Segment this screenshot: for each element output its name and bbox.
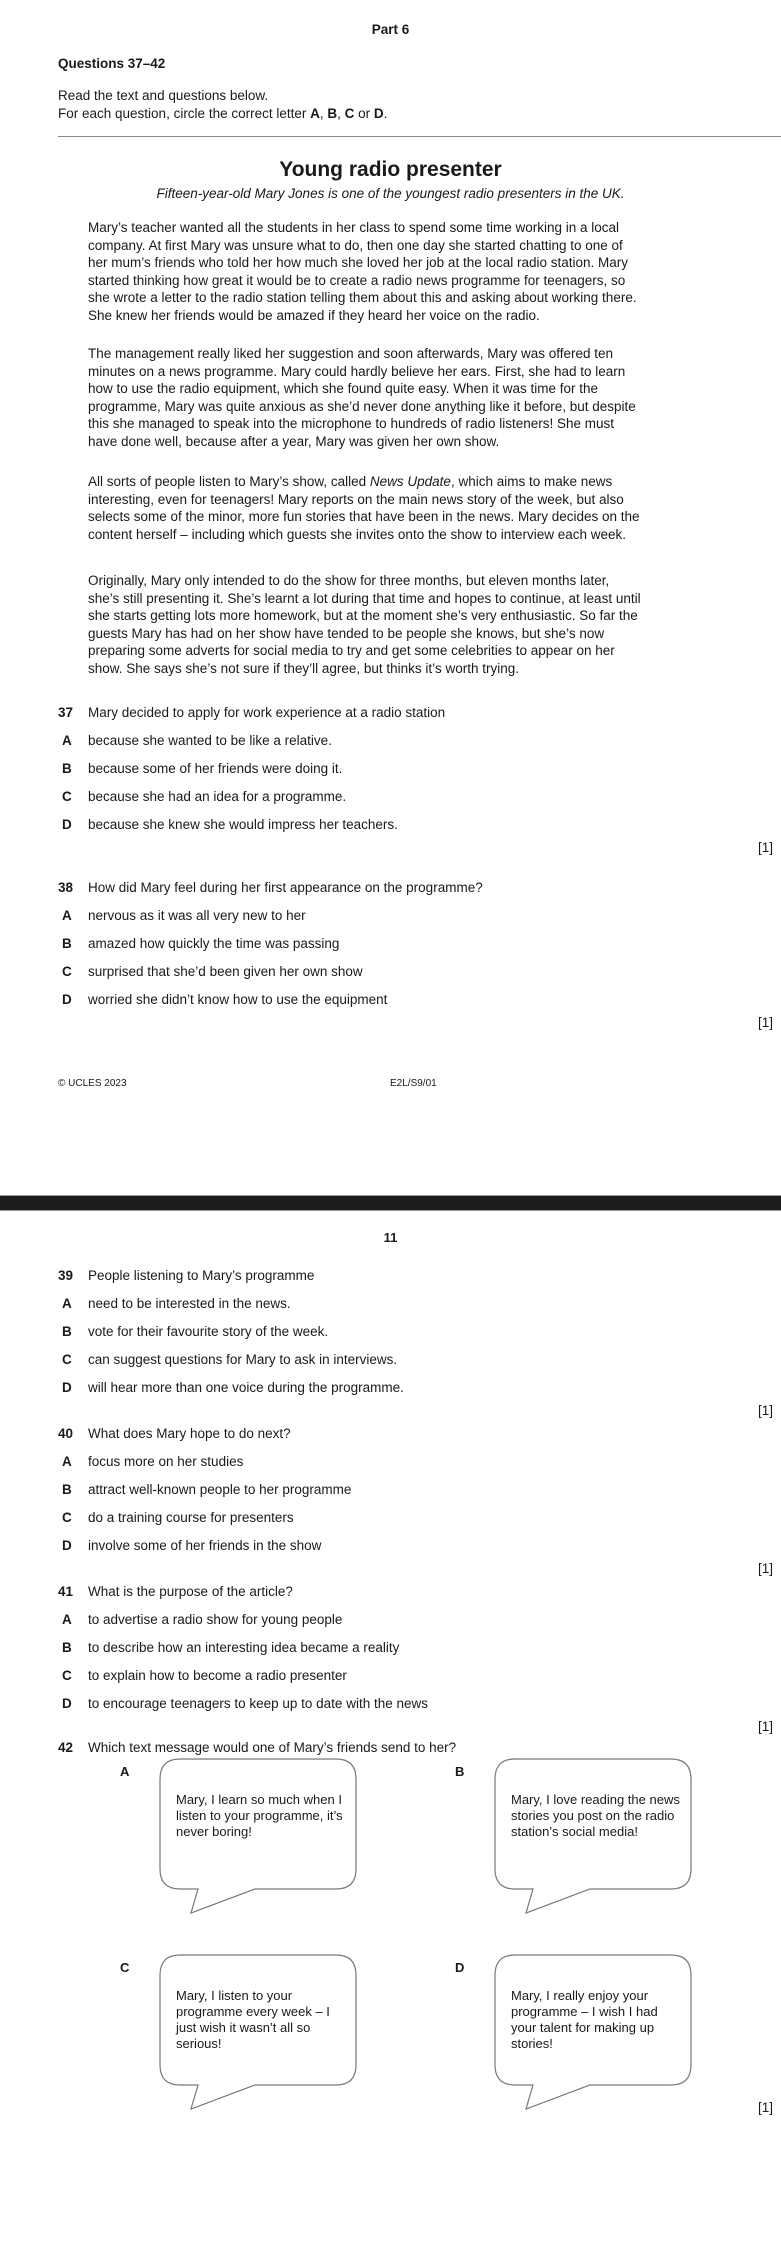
mark: [1]	[757, 1015, 773, 1030]
question-number: 37	[58, 705, 74, 720]
instruction-read: Read the text and questions below.	[58, 88, 269, 103]
option-letter-b[interactable]: B	[62, 1324, 72, 1339]
option-letter-b[interactable]: B	[62, 936, 72, 951]
message-text: Mary, I love reading the news stories you post on the radio station’s social media!	[511, 1792, 680, 1839]
option-letter-b[interactable]: B	[62, 1640, 72, 1655]
question-text: Which text message would one of Mary’s friends send to her?	[88, 1740, 457, 1755]
question-number: 39	[58, 1268, 74, 1283]
paragraph-line: company. At first Mary was unsure what to do, then one day she started chatting to one of	[88, 237, 623, 253]
option-letter-a[interactable]: A	[62, 1296, 72, 1311]
paragraph-line: selects some of the minor, more fun stories that have been in the news. Mary decides on the	[88, 509, 640, 525]
paragraph-line: programme, Mary was quite anxious as she’d never done anything like it before, but despite	[88, 398, 636, 414]
option-text: to advertise a radio show for young people	[88, 1612, 343, 1627]
question-number: 41	[58, 1584, 74, 1599]
question-number: 42	[58, 1740, 74, 1755]
sep: ,	[319, 106, 328, 121]
option-letter-d[interactable]: D	[62, 1538, 72, 1553]
speech-bubble	[493, 1758, 693, 1918]
option-text: because she had an idea for a programme.	[88, 789, 347, 804]
option-letter-d[interactable]: D	[62, 1696, 72, 1711]
mark: [1]	[757, 1403, 773, 1418]
option-letter-c[interactable]: C	[62, 964, 72, 979]
speech-bubble	[158, 1758, 358, 1918]
divider	[58, 136, 781, 137]
option-letter-b[interactable]: B	[62, 1482, 72, 1497]
message-letter-b[interactable]: B	[455, 1764, 465, 1779]
article-paragraph	[88, 219, 768, 325]
paragraph-line: She knew her friends would be amazed if they heard her voice on the radio.	[88, 307, 540, 323]
question-text: Mary decided to apply for work experience at a radio station	[88, 705, 446, 720]
option-letter-b[interactable]: B	[62, 761, 72, 776]
option-letter-a[interactable]: A	[62, 1612, 72, 1627]
paragraph-line: started thinking how great it would be to create a radio news programme for teenagers, so	[88, 272, 626, 288]
option-text: attract well-known people to her programme	[88, 1482, 352, 1497]
sep: ,	[337, 106, 345, 121]
question-text: How did Mary feel during her first appearance on the programme?	[88, 880, 483, 895]
option-text: do a training course for presenters	[88, 1510, 294, 1525]
option-letter-c[interactable]: C	[62, 1510, 72, 1525]
paragraph-line: this she managed to speak into the microphone to hundreds of radio listeners! She must	[88, 416, 615, 432]
option-text: because she knew she would impress her teachers.	[88, 817, 398, 832]
option-text: worried she didn’t know how to use the equipment	[88, 992, 388, 1007]
question-number: 38	[58, 880, 74, 895]
letter-b: B	[327, 106, 338, 121]
paragraph-line: Mary’s teacher wanted all the students in her class to spend some time working in a local	[88, 220, 620, 235]
option-letter-d[interactable]: D	[62, 817, 72, 832]
mark: [1]	[757, 1561, 773, 1576]
sep: or	[354, 106, 374, 121]
message-text: Mary, I learn so much when I listen to your programme, it’s never boring!	[176, 1792, 343, 1839]
message-text: Mary, I listen to your programme every week – I just wish it wasn’t all so serious!	[176, 1988, 330, 2051]
speech-bubble	[158, 1954, 358, 2114]
instruction-text: For each question, circle the correct letter	[58, 106, 311, 121]
paragraph-line: guests Mary has had on her show have tended to be people she knows, but she’s now	[88, 625, 605, 641]
option-text: to explain how to become a radio presenter	[88, 1668, 347, 1683]
paragraph-line: show. She says she’s not sure if they’ll agree, but thinks it’s worth trying.	[88, 660, 519, 676]
article-paragraph	[88, 345, 768, 451]
option-letter-c[interactable]: C	[62, 1668, 72, 1683]
article-title: Young radio presenter	[279, 158, 502, 181]
paragraph-line: have done well, because after a year, Mary was given her own show.	[88, 433, 500, 449]
letter-d: D	[373, 106, 384, 121]
show-name: News Update	[369, 474, 451, 489]
mark: [1]	[757, 840, 773, 855]
article-paragraph	[88, 572, 768, 678]
paragraph-line: All sorts of people listen to Mary’s show, called News Update, which aims to make news	[88, 474, 613, 489]
mark: [1]	[757, 2100, 773, 2115]
message-letter-d[interactable]: D	[455, 1960, 465, 1975]
article-paragraph	[88, 473, 768, 543]
paragraph-line: she starts getting lots more homework, but at the moment she’s very enthusiastic. So far the	[88, 608, 638, 624]
sep: .	[383, 106, 388, 121]
questions-range: Questions 37–42	[58, 56, 166, 71]
option-text: need to be interested in the news.	[88, 1296, 291, 1311]
option-letter-d[interactable]: D	[62, 992, 72, 1007]
paper-code: E2L/S9/01	[390, 1078, 437, 1089]
question-42	[0, 1740, 781, 2180]
question-number: 40	[58, 1426, 74, 1441]
message-text: Mary, I really enjoy your programme – I wish I had your talent for making up stories!	[511, 1988, 658, 2051]
option-text: will hear more than one voice during the programme.	[88, 1380, 404, 1395]
instruction-circle	[58, 106, 387, 121]
option-letter-a[interactable]: A	[62, 1454, 72, 1469]
article-subtitle: Fifteen-year-old Mary Jones is one of the youngest radio presenters in the UK.	[156, 186, 625, 201]
option-letter-a[interactable]: A	[62, 908, 72, 923]
letter-c: C	[344, 106, 355, 121]
option-letter-c[interactable]: C	[62, 789, 72, 804]
paragraph-line: preparing some adverts for social media to try and get some celebrities to appear on her	[88, 643, 615, 659]
message-letter-c[interactable]: C	[120, 1960, 130, 1975]
option-text: surprised that she’d been given her own show	[88, 964, 363, 979]
mark: [1]	[757, 1719, 773, 1734]
paragraph-line: Originally, Mary only intended to do the show for three months, but eleven months later,	[88, 573, 610, 588]
page-separator	[0, 1195, 781, 1211]
option-letter-a[interactable]: A	[62, 733, 72, 748]
option-text: because she wanted to be like a relative.	[88, 733, 332, 748]
page-number: 11	[383, 1230, 398, 1245]
letter-a: A	[310, 106, 320, 121]
paragraph-line: her mum’s friends who told her how much she loved her job at the local radio station. Mary	[88, 255, 629, 271]
option-text: to encourage teenagers to keep up to date with the news	[88, 1696, 428, 1711]
option-text: amazed how quickly the time was passing	[88, 936, 340, 951]
question-text: People listening to Mary’s programme	[88, 1268, 315, 1283]
option-text: nervous as it was all very new to her	[88, 908, 306, 923]
option-text: involve some of her friends in the show	[88, 1538, 322, 1553]
part-heading: Part 6	[371, 22, 410, 37]
question-text: What does Mary hope to do next?	[88, 1426, 291, 1441]
copyright: © UCLES 2023	[58, 1078, 127, 1089]
option-text: to describe how an interesting idea became a reality	[88, 1640, 400, 1655]
paragraph-line: how to use the radio equipment, which she found quite easy. When it was time for the	[88, 381, 599, 397]
paragraph-line: she’s still presenting it. She’s learnt a lot during that time and hopes to continue, at least until	[88, 590, 641, 606]
option-text: can suggest questions for Mary to ask in interviews.	[88, 1352, 398, 1367]
option-letter-c[interactable]: C	[62, 1352, 72, 1367]
speech-bubble	[493, 1954, 693, 2114]
message-letter-a[interactable]: A	[120, 1764, 130, 1779]
paragraph-line: she wrote a letter to the radio station telling them about this and asking about working there.	[88, 290, 637, 306]
question-text: What is the purpose of the article?	[88, 1584, 293, 1599]
paragraph-line: content herself – including which guests she invites onto the show to interview each week.	[88, 526, 627, 542]
option-text: focus more on her studies	[88, 1454, 244, 1469]
option-letter-d[interactable]: D	[62, 1380, 72, 1395]
question-38	[0, 880, 781, 1070]
option-text: vote for their favourite story of the week.	[88, 1324, 329, 1339]
paragraph-line: The management really liked her suggestion and soon afterwards, Mary was offered ten	[88, 346, 614, 361]
paragraph-line: interesting, even for teenagers! Mary reports on the main news story of the week, but also	[88, 491, 624, 507]
paragraph-line: minutes on a news programme. Mary could hardly believe her ears. First, she had to learn	[88, 363, 626, 379]
option-text: because some of her friends were doing it.	[88, 761, 343, 776]
question-37	[0, 705, 781, 895]
